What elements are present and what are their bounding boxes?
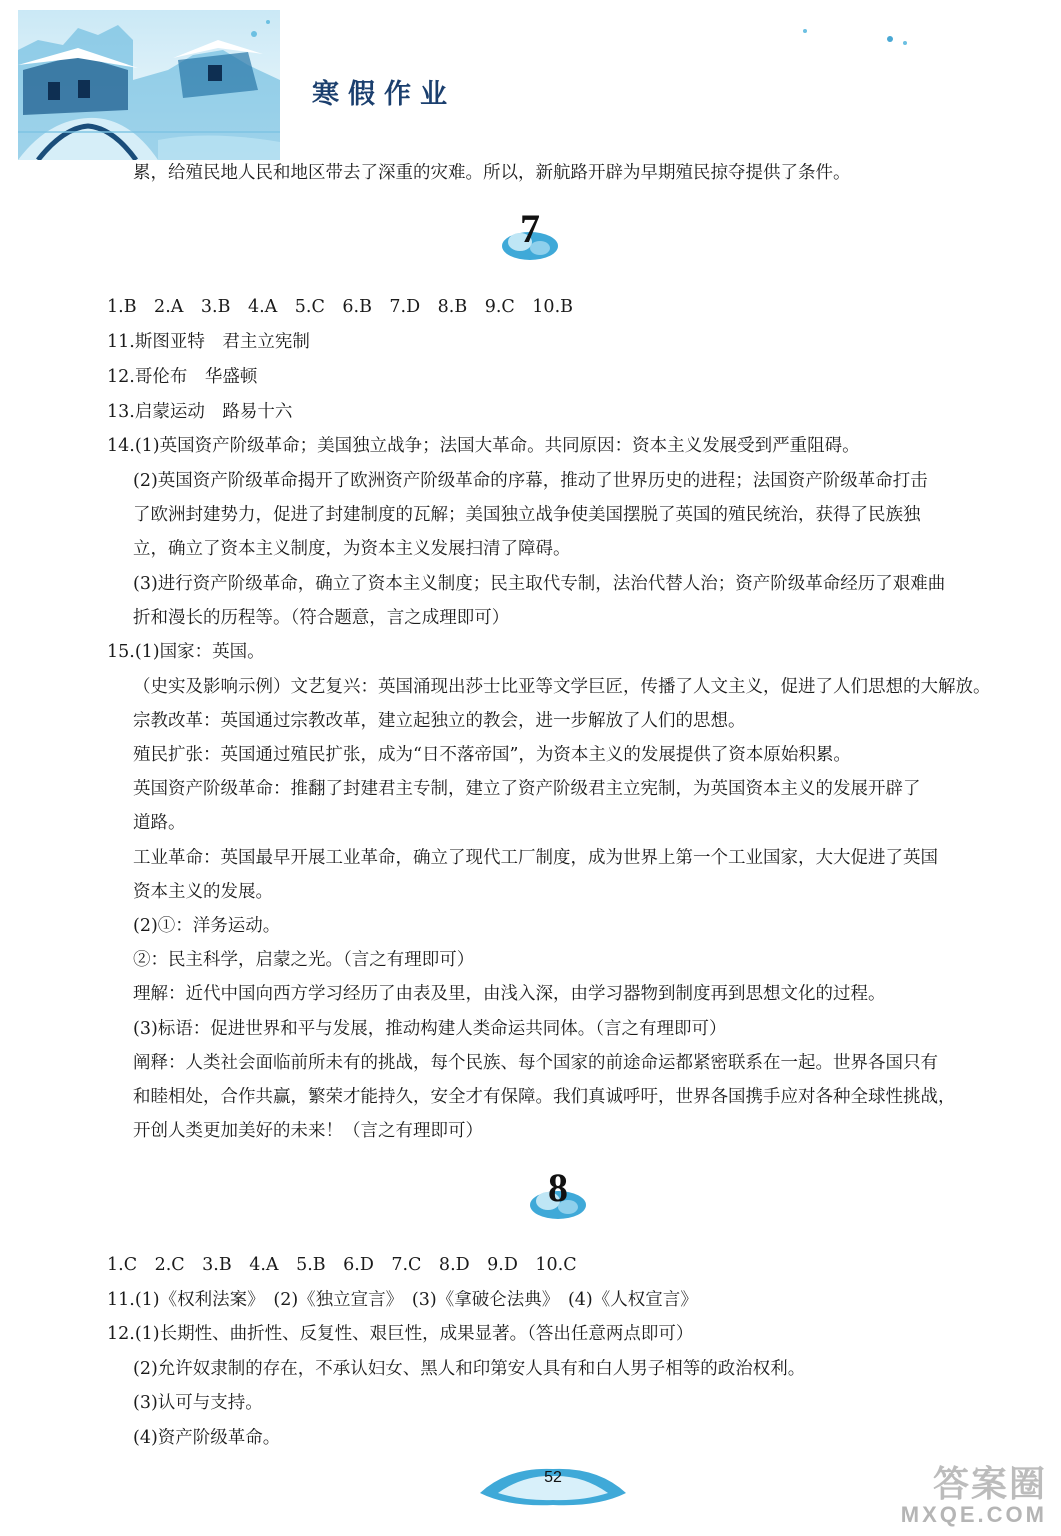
answer-line: 1.C 2.C 3.B 4.A 5.B 6.D 7.C 8.D 9.D 10.C bbox=[107, 1255, 577, 1275]
answer-line: (4)资产阶级革命。 bbox=[133, 1428, 281, 1448]
answer-line: (3)标语：促进世界和平与发展，推动构建人类命运共同体。（言之有理即可） bbox=[133, 1019, 727, 1039]
winter-scene-illustration bbox=[18, 10, 280, 160]
answer-line: 15.(1)国家：英国。 bbox=[107, 642, 265, 662]
answer-line: 宗教改革：英国通过宗教改革，建立起独立的教会，进一步解放了人们的思想。 bbox=[133, 711, 746, 731]
answer-line: (2)英国资产阶级革命揭开了欧洲资产阶级革命的序幕，推动了世界历史的进程；法国资产阶级革命打击 bbox=[133, 471, 928, 491]
answer-line: 折和漫长的历程等。（符合题意，言之成理即可） bbox=[133, 608, 510, 628]
section-badge-7 bbox=[500, 206, 560, 266]
answer-line: 道路。 bbox=[133, 813, 186, 833]
answer-line: 阐释：人类社会面临前所未有的挑战，每个民族、每个国家的前途命运都紧密联系在一起。世界各国只有 bbox=[133, 1053, 938, 1073]
answer-line: (3)进行资产阶级革命，确立了资本主义制度；民主取代专制，法治代替人治；资产阶级革命经历了艰难曲 bbox=[133, 574, 946, 594]
decorative-dots bbox=[795, 25, 925, 55]
answer-line: 英国资产阶级革命：推翻了封建君主专制，建立了资产阶级君主立宪制，为英国资本主义的发展开辟了 bbox=[133, 779, 921, 799]
answer-line: (2)允许奴隶制的存在，不承认妇女、黑人和印第安人具有和白人男子相等的政治权利。 bbox=[133, 1359, 806, 1379]
section-badge-8 bbox=[528, 1165, 588, 1225]
page-number: 52 bbox=[544, 1469, 562, 1486]
answer-line: 13.启蒙运动 路易十六 bbox=[107, 402, 293, 422]
answer-line: 殖民扩张：英国通过殖民扩张，成为“日不落帝国”，为资本主义的发展提供了资本原始积累。 bbox=[133, 745, 851, 765]
answer-line: (2)①：洋务运动。 bbox=[133, 916, 281, 936]
watermark-logo bbox=[888, 1452, 1053, 1532]
answer-line: 了欧洲封建势力，促进了封建制度的瓦解；美国独立战争使美国摆脱了英国的殖民统治，获得了民族独 bbox=[133, 505, 921, 525]
answer-line: 14.(1)英国资产阶级革命；美国独立战争；法国大革命。共同原因：资本主义发展受到严重阻碍。 bbox=[107, 436, 860, 456]
answer-line: 11.斯图亚特 君主立宪制 bbox=[107, 332, 310, 352]
answer-line: 工业革命：英国最早开展工业革命，确立了现代工厂制度，成为世界上第一个工业国家，大大促进了英国 bbox=[133, 848, 938, 868]
answer-line: 和睦相处，合作共赢，繁荣才能持久，安全才有保障。我们真诚呼吁，世界各国携手应对各种全球性挑战， bbox=[133, 1087, 956, 1107]
section-number-7: 7 bbox=[520, 206, 540, 251]
carry-over-text: 累，给殖民地人民和地区带去了深重的灾难。所以，新航路开辟为早期殖民掠夺提供了条件。 bbox=[133, 163, 851, 183]
answer-line: 资本主义的发展。 bbox=[133, 882, 273, 902]
answer-line: 立，确立了资本主义制度，为资本主义发展扫清了障碍。 bbox=[133, 539, 571, 559]
section-number-8: 8 bbox=[548, 1165, 568, 1210]
answer-line: 12.哥伦布 华盛顿 bbox=[107, 367, 258, 387]
answer-line: 12.(1)长期性、曲折性、反复性、艰巨性，成果显著。（答出任意两点即可） bbox=[107, 1324, 694, 1344]
page-header-title: 寒假作业 bbox=[312, 79, 456, 110]
watermark-text: 答案圈 bbox=[932, 1464, 1047, 1505]
answer-line: 开创人类更加美好的未来！（言之有理即可） bbox=[133, 1121, 483, 1141]
watermark-url: MXQE.COM bbox=[900, 1502, 1047, 1527]
answer-line: （史实及影响示例）文艺复兴：英国涌现出莎士比亚等文学巨匠，传播了人文主义，促进了人们思想的大解放。 bbox=[133, 677, 991, 697]
answer-line: 11.(1)《权利法案》 (2)《独立宣言》 (3)《拿破仑法典》 (4)《人权宣言》 bbox=[107, 1290, 698, 1310]
answer-line: 1.B 2.A 3.B 4.A 5.C 6.B 7.D 8.B 9.C 10.B bbox=[107, 297, 573, 317]
answer-line: (3)认可与支持。 bbox=[133, 1393, 263, 1413]
answer-line: 理解：近代中国向西方学习经历了由表及里，由浅入深，由学习器物到制度再到思想文化的过程。 bbox=[133, 984, 886, 1004]
answer-line: ②：民主科学，启蒙之光。（言之有理即可） bbox=[133, 950, 475, 970]
